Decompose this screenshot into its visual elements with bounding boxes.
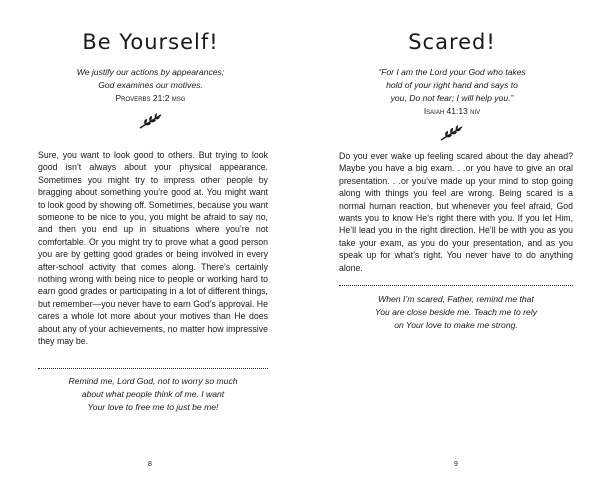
prayer-line: Remind me, Lord God, not to worry so much <box>68 376 238 386</box>
page-number: 8 <box>148 461 152 468</box>
dotted-divider <box>339 285 573 286</box>
prayer <box>339 293 573 332</box>
left-page <box>0 0 301 486</box>
leaf-sprig-icon <box>138 112 164 130</box>
right-page <box>301 0 603 486</box>
verse-reference: Proverbs 21:2 msg <box>115 93 186 103</box>
verse-reference: Isaiah 41:13 niv <box>423 106 481 116</box>
devotion-body: Do you ever wake up feeling scared about the day ahead? Maybe you have a big exam. . .or you have to give an oral presentation. . .or you’ve made up your mind to stop going along with things you feel are wrong. Being scared is a normal human reaction, but whenever you feel afraid, God wants you to know He’s right there with you. If you let Him, He’ll lead you in the right direction. He’ll be with you as you take your exam, as you do your presentation, and as you speak up for what’s right. You never have to do anything alone. <box>339 151 573 273</box>
verse-line: you, Do not fear; I will help you.” <box>390 93 514 103</box>
page-title: Be Yourself! <box>82 30 219 54</box>
leaf-sprig-icon <box>439 124 465 142</box>
dotted-divider <box>38 368 268 369</box>
prayer-line: Your love to free me to just be me! <box>87 402 219 412</box>
verse-line: We justify our actions by appearances; <box>76 67 225 77</box>
verse-line: hold of your right hand and says to <box>386 80 518 90</box>
scripture-verse <box>301 66 603 118</box>
prayer-line: You are close beside me. Teach me to rely <box>374 307 538 317</box>
verse-line: “For I am the Lord your God who takes <box>378 67 526 77</box>
prayer-line: When I’m scared, Father, remind me that <box>378 294 534 304</box>
prayer-line: about what people think of me. I want <box>81 389 225 399</box>
page-title: Scared! <box>408 30 496 54</box>
verse-line: God examines our motives. <box>98 80 203 90</box>
page-number: 9 <box>454 461 458 468</box>
devotion-body: Sure, you want to look good to others. But trying to look good isn’t always about your physical appearance. Sometimes you might try to impress other people by bragging about something you’re good at. You might want to look good by showing off. Sometimes, because you want someone to be nice to you, you might be afraid to say no, and then you end up in situations where you’re not comfortable. Or you might try to prove what a good person you are by getting good grades or being involved in every after-school activity that comes along. There’s certainly nothing wrong with being nice to people or working hard to earn good grades or participating in a lot of different things, but remember—you never have to earn God’s approval. He cares a whole lot more about your motives than He does about any of your achievements, no matter how impressive they may be. <box>38 150 268 347</box>
prayer-line: on Your love to make me strong. <box>394 320 518 330</box>
prayer <box>38 375 268 414</box>
scripture-verse <box>0 66 301 105</box>
